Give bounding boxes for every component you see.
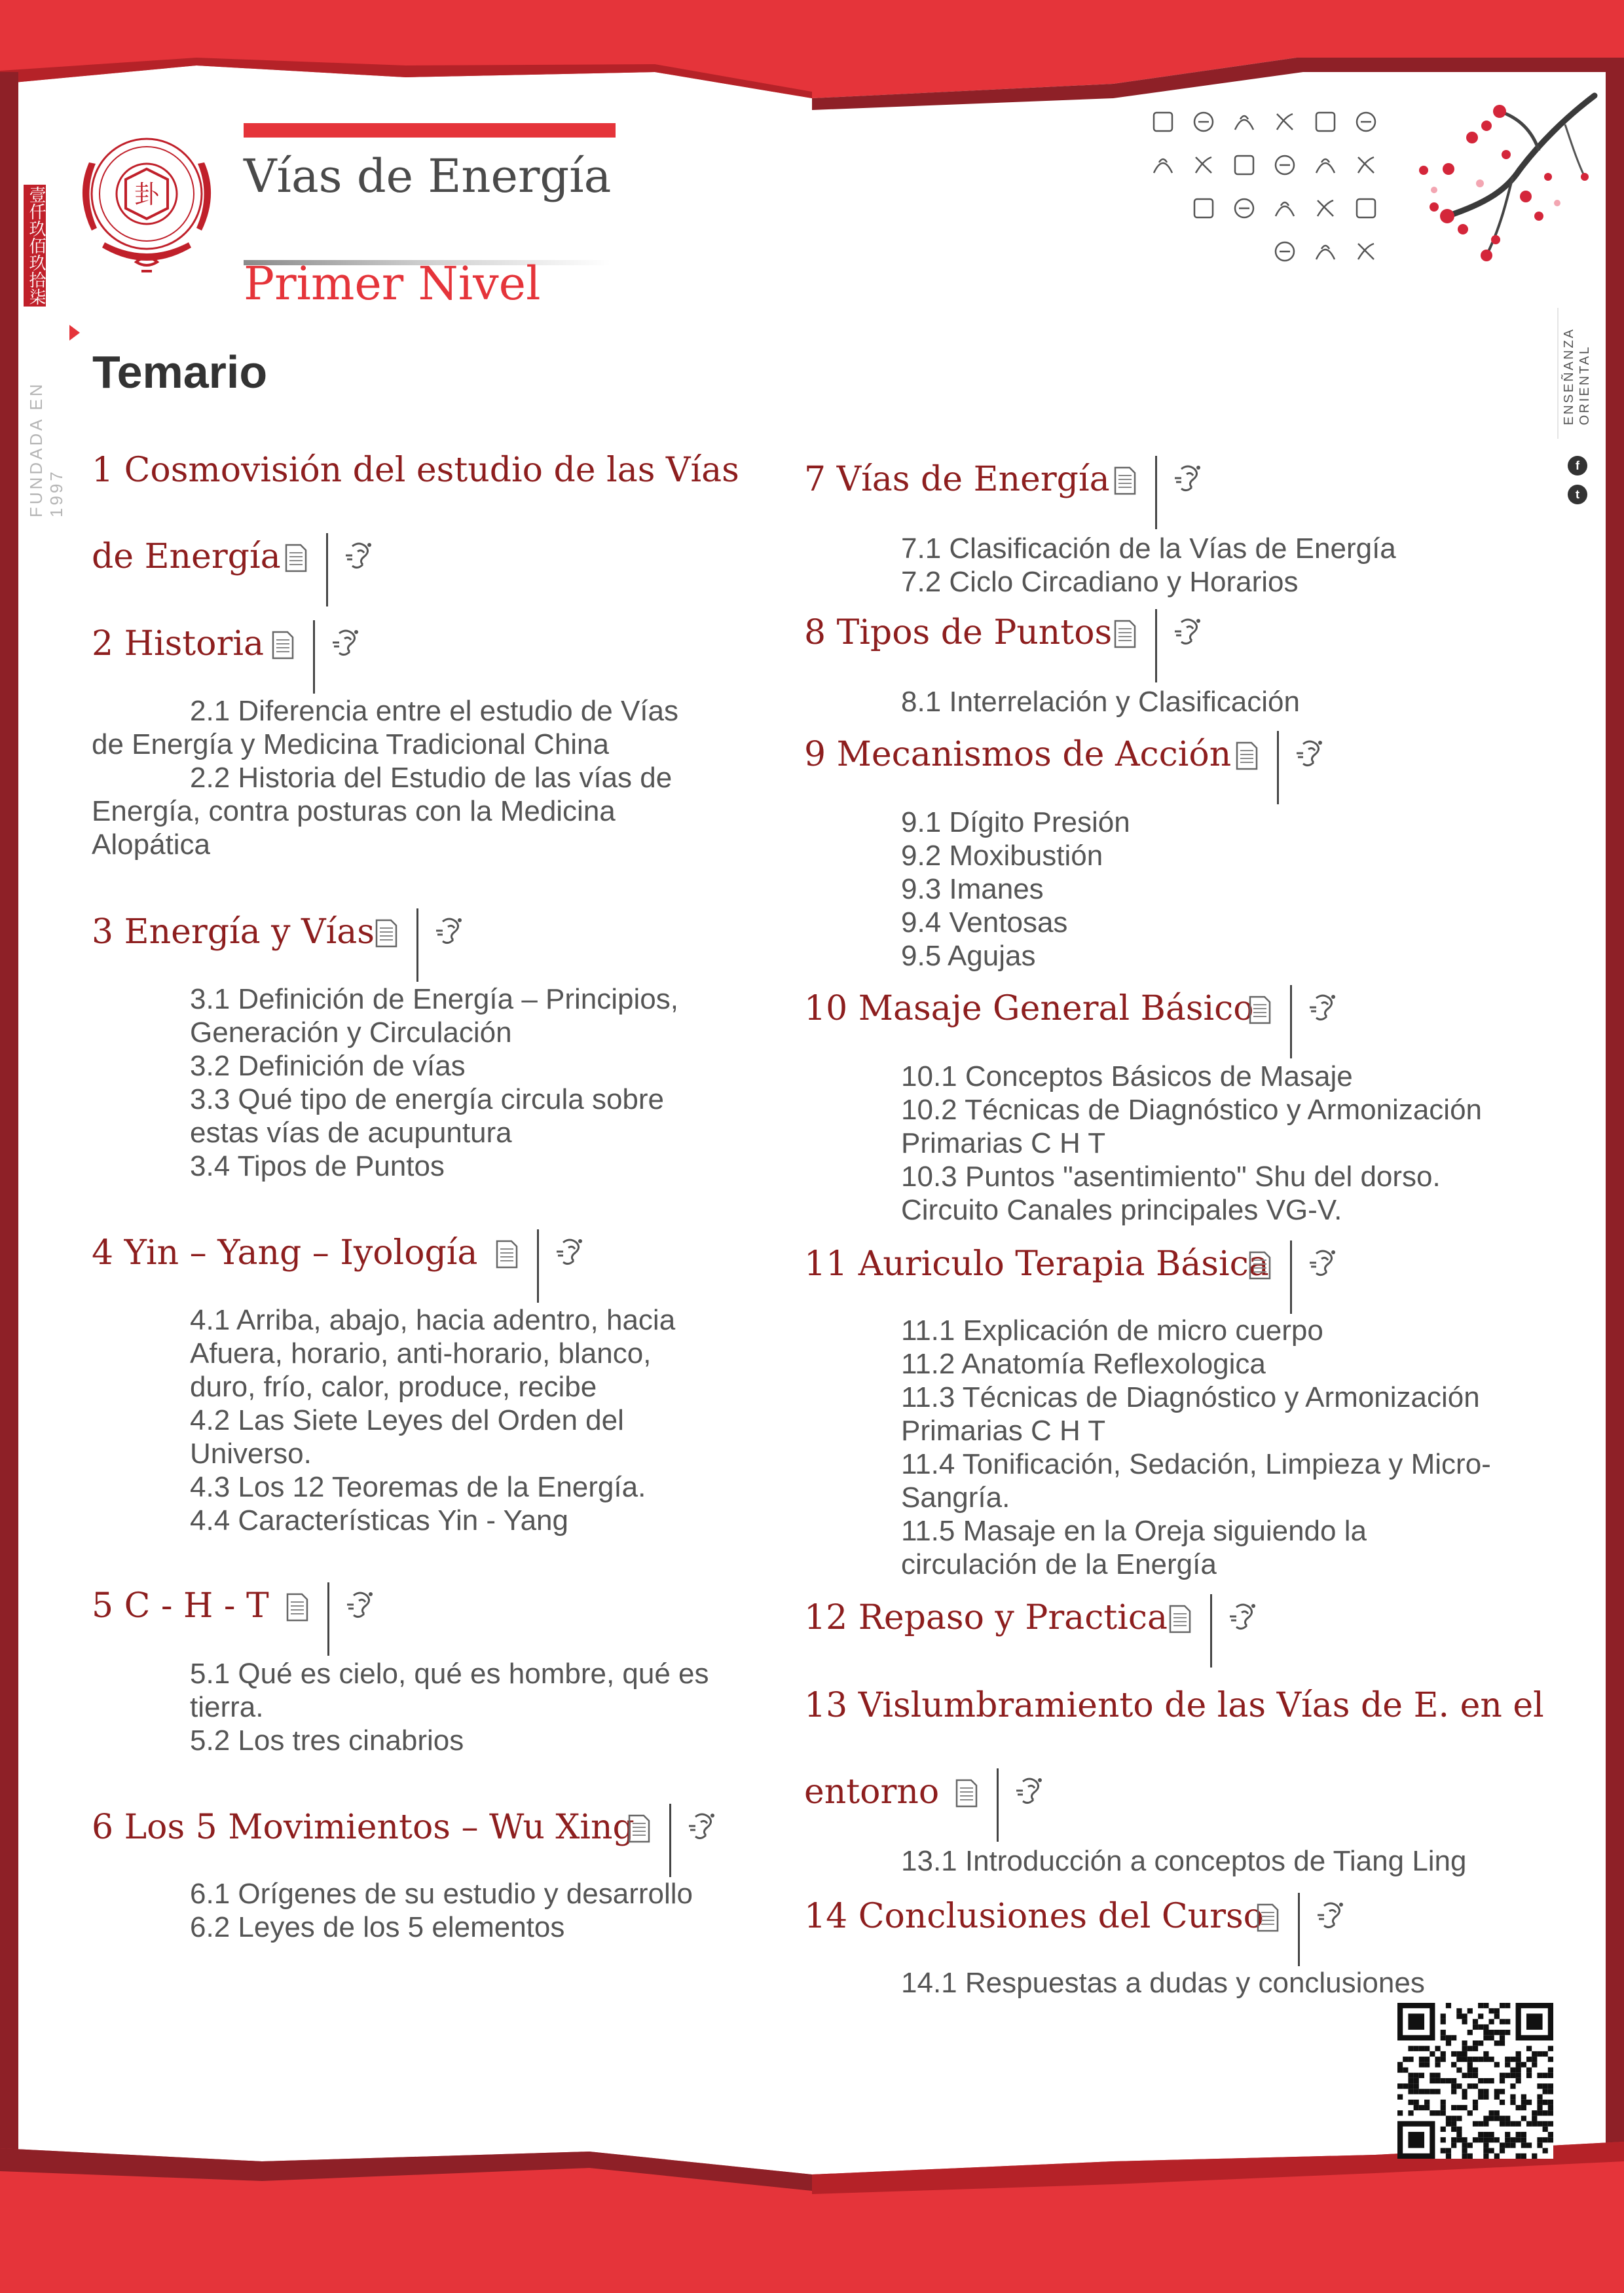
therapy-icon (1318, 200, 1333, 216)
topic-item: 13.1 Introducción a conceptos de Tiang Ling (901, 1845, 1467, 1877)
topic-item: 9.1 Dígito Presión (901, 806, 1130, 838)
therapy-icon (1357, 113, 1375, 131)
topic-item: 2.1 Diferencia entre el estudio de Vías (190, 695, 679, 727)
twitter-icon[interactable]: t (1568, 485, 1587, 504)
topic-item: 2.2 Historia del Estudio de las vías de (190, 762, 673, 794)
topic-item: 11.5 Masaje en la Oreja siguiendo la (901, 1515, 1367, 1547)
topic-heading: 4 Yin – Yang – Iyología (92, 1233, 478, 1273)
document-icon[interactable] (1113, 620, 1137, 648)
icon-separator (1290, 1240, 1292, 1314)
hand-practice-icon[interactable] (1294, 737, 1331, 770)
therapy-icon (1194, 113, 1213, 131)
therapy-icon (1154, 159, 1172, 173)
document-icon[interactable] (1235, 741, 1259, 770)
hand-practice-icon[interactable] (1172, 462, 1209, 495)
document-icon[interactable] (375, 919, 398, 948)
topic-heading: 2 Historia (92, 624, 264, 663)
topic-item: 9.2 Moxibustión (901, 840, 1103, 872)
topic-item: 10.2 Técnicas de Diagnóstico y Armonización (901, 1094, 1483, 1126)
triangle-marker (69, 325, 80, 341)
topic-item: 10.1 Conceptos Básicos de Masaje (901, 1060, 1353, 1092)
document-icon[interactable] (271, 631, 295, 660)
topic-item: duro, frío, calor, produce, recibe (190, 1371, 597, 1403)
topic-item: 9.5 Agujas (901, 940, 1036, 972)
hand-practice-icon[interactable] (1315, 1899, 1352, 1932)
topic-item: 5.1 Qué es cielo, qué es hombre, qué es (190, 1658, 709, 1690)
document-icon[interactable] (1248, 996, 1272, 1024)
topic-item: 3.4 Tipos de Puntos (190, 1150, 445, 1182)
topic-heading: 13 Vislumbramiento de las Vías de E. en el (804, 1686, 1544, 1725)
icon-separator (416, 908, 418, 982)
icon-separator (1155, 609, 1157, 682)
hand-practice-icon[interactable] (686, 1810, 723, 1843)
brand-word-1: ENSEÑANZA (1562, 327, 1576, 426)
topic-item: 9.3 Imanes (901, 873, 1044, 905)
topic-item: 3.2 Definición de vías (190, 1050, 466, 1082)
topic-item: 8.1 Interrelación y Clasificación (901, 686, 1300, 718)
topic-item: 11.2 Anatomía Reflexologica (901, 1348, 1266, 1380)
topic-item: de Energía y Medicina Tradicional China (92, 728, 610, 760)
topic-heading: 10 Masaje General Básico (804, 989, 1254, 1028)
school-logo (63, 117, 231, 284)
therapy-icon (1357, 199, 1375, 217)
hand-practice-icon[interactable] (1307, 992, 1344, 1024)
document-icon[interactable] (286, 1593, 309, 1622)
topic-item: Alopática (92, 829, 211, 861)
topic-item: Generación y Circulación (190, 1016, 512, 1049)
topic-item: Sangría. (901, 1482, 1010, 1514)
therapy-icon (1196, 157, 1211, 173)
icon-separator (327, 1582, 329, 1656)
therapy-icon (1316, 113, 1335, 131)
hand-practice-icon[interactable] (343, 540, 380, 572)
topic-item: tierra. (190, 1691, 264, 1723)
therapy-icon (1276, 156, 1294, 174)
therapy-icon (1194, 199, 1213, 217)
therapy-icons-grid (1147, 103, 1396, 274)
icon-separator (1277, 731, 1279, 804)
topic-item: Universo. (190, 1438, 312, 1470)
therapy-icon (1277, 114, 1293, 130)
topic-item: 10.3 Puntos "asentimiento" Shu del dorso. (901, 1161, 1441, 1193)
facebook-icon[interactable]: f (1568, 456, 1587, 475)
topic-item: 4.2 Las Siete Leyes del Orden del (190, 1404, 624, 1436)
brand-word-2: ORIENTAL (1578, 345, 1592, 426)
therapy-icon (1276, 242, 1294, 261)
logo-glyph: 卦 (134, 180, 160, 209)
topic-heading: 1 Cosmovisión del estudio de las Vías (92, 451, 739, 490)
course-level: Primer Nivel (244, 257, 541, 310)
hand-practice-icon[interactable] (554, 1236, 591, 1269)
founded-label: FUNDADA EN 1997 (26, 381, 66, 517)
therapy-icon (1316, 159, 1335, 173)
topic-item: 11.1 Explicación de micro cuerpo (901, 1314, 1323, 1347)
icon-separator (1290, 985, 1292, 1058)
topic-item: 6.1 Orígenes de su estudio y desarrollo (190, 1878, 693, 1910)
hand-practice-icon[interactable] (1172, 616, 1209, 648)
icon-separator (1210, 1594, 1212, 1668)
brand-vertical (1561, 327, 1593, 425)
topic-heading: de Energía (92, 537, 281, 576)
therapy-icon (1276, 202, 1294, 216)
cherry-blossom-branch (1408, 92, 1598, 275)
topic-item: 5.2 Los tres cinabrios (190, 1724, 464, 1757)
side-stamp: 壹仟玖佰玖拾柒 (24, 185, 46, 307)
topic-item: Afuera, horario, anti-horario, blanco, (190, 1337, 652, 1370)
hand-practice-icon[interactable] (344, 1589, 381, 1622)
therapy-icon (1358, 157, 1374, 173)
therapy-icon (1154, 113, 1172, 131)
icon-separator (1155, 456, 1157, 529)
topic-item: 9.4 Ventosas (901, 906, 1068, 939)
topic-heading: 5 C - H - T (92, 1586, 269, 1626)
qr-code[interactable] (1397, 2003, 1553, 2159)
therapy-icon (1316, 246, 1335, 259)
topic-item: 3.3 Qué tipo de energía circula sobre (190, 1083, 665, 1115)
document-icon[interactable] (1168, 1605, 1192, 1633)
icon-separator (1298, 1893, 1300, 1966)
document-icon[interactable] (284, 544, 308, 572)
section-title: Temario (92, 346, 268, 398)
hand-practice-icon[interactable] (1227, 1601, 1264, 1633)
document-icon[interactable] (1113, 466, 1137, 495)
icon-separator (669, 1804, 671, 1877)
therapy-icon (1235, 116, 1253, 130)
topic-heading: 9 Mecanismos de Acción (804, 735, 1232, 774)
topic-heading: 3 Energía y Vías (92, 912, 375, 952)
topic-heading: 8 Tipos de Puntos (804, 613, 1113, 652)
topic-heading: 6 Los 5 Movimientos – Wu Xing (92, 1808, 635, 1847)
document-icon[interactable] (1256, 1903, 1280, 1932)
hand-practice-icon[interactable] (1307, 1247, 1344, 1280)
topic-item: circulación de la Energía (901, 1548, 1217, 1580)
topic-heading: 12 Repaso y Practica (804, 1598, 1168, 1637)
topic-item: Primarias C H T (901, 1415, 1106, 1447)
topic-item: 3.1 Definición de Energía – Principios, (190, 983, 678, 1015)
icon-separator (326, 533, 328, 606)
hand-practice-icon[interactable] (1014, 1775, 1050, 1808)
topic-item: 4.3 Los 12 Teoremas de la Energía. (190, 1471, 646, 1503)
topic-item: 4.1 Arriba, abajo, hacia adentro, hacia (190, 1304, 676, 1336)
therapy-icon (1235, 156, 1253, 174)
hand-practice-icon[interactable] (330, 627, 367, 660)
topic-heading: 11 Auriculo Terapia Básica (804, 1244, 1269, 1284)
topic-item: 4.4 Características Yin - Yang (190, 1504, 568, 1537)
icon-separator (537, 1229, 539, 1303)
topic-item: 11.3 Técnicas de Diagnóstico y Armonización (901, 1381, 1480, 1413)
topic-item: estas vías de acupuntura (190, 1117, 512, 1149)
document-icon[interactable] (627, 1814, 651, 1843)
topic-heading: 14 Conclusiones del Curso (804, 1897, 1264, 1936)
right-divider (1557, 308, 1559, 439)
document-icon[interactable] (1248, 1251, 1272, 1280)
topic-item: 7.2 Ciclo Circadiano y Horarios (901, 566, 1299, 598)
topic-item: Energía, contra posturas con la Medicina (92, 795, 616, 827)
document-icon[interactable] (495, 1240, 519, 1269)
title-accent-bar (244, 123, 616, 138)
therapy-icon (1358, 244, 1374, 259)
topic-item: 7.1 Clasificación de la Vías de Energía (901, 532, 1396, 565)
icon-separator (997, 1768, 999, 1842)
topic-heading: 7 Vías de Energía (804, 460, 1110, 499)
topic-item: Primarias C H T (901, 1127, 1106, 1159)
topic-heading: entorno (804, 1772, 940, 1812)
topic-item: 11.4 Tonificación, Sedación, Limpieza y Micro- (901, 1448, 1491, 1480)
hand-practice-icon[interactable] (434, 915, 470, 948)
topic-item: 6.2 Leyes de los 5 elementos (190, 1911, 565, 1943)
topic-item: 14.1 Respuestas a dudas y conclusiones (901, 1967, 1425, 1999)
topic-item: Circuito Canales principales VG-V. (901, 1194, 1342, 1226)
course-title: Vías de Energía (244, 149, 612, 203)
therapy-icon (1235, 199, 1253, 217)
icon-separator (313, 620, 315, 694)
document-icon[interactable] (955, 1779, 978, 1808)
